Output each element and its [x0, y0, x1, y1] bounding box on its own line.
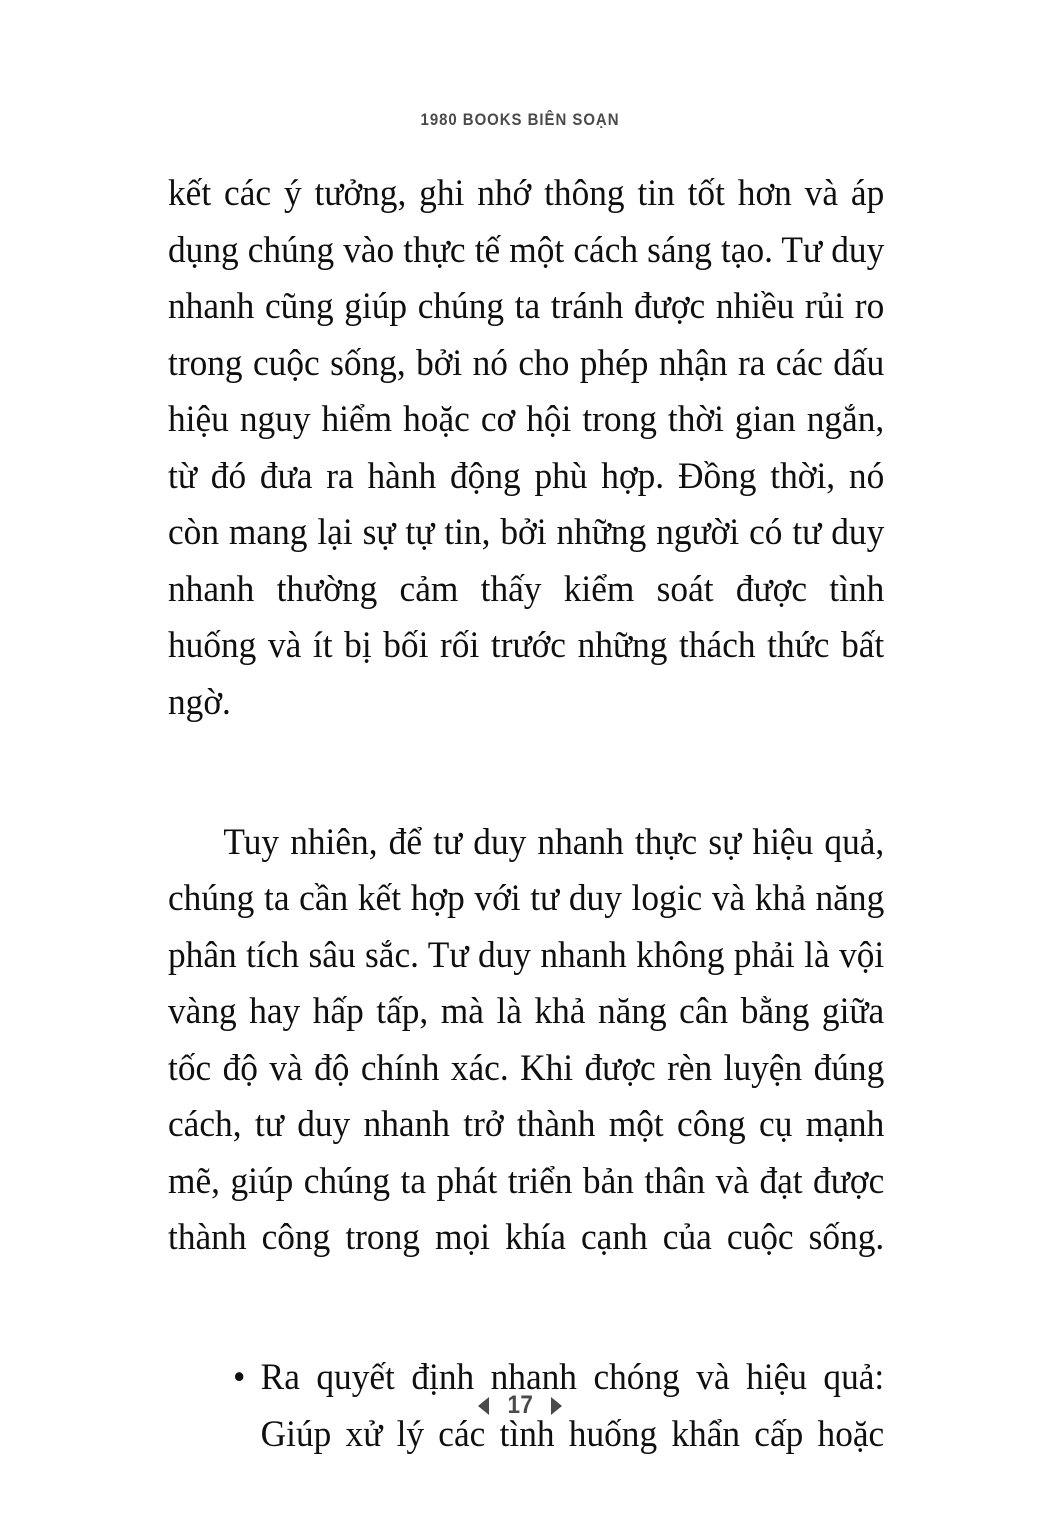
running-head: 1980 BOOKS BIÊN SOẠN — [420, 110, 620, 129]
left-triangle-icon[interactable] — [478, 1397, 489, 1415]
bullet-icon: • — [232, 1357, 246, 1398]
bullet-list — [168, 1350, 885, 1520]
page-number: 17 — [507, 1391, 533, 1419]
right-triangle-icon[interactable] — [551, 1397, 562, 1415]
body-paragraph: kết các ý tưởng, ghi nhớ thông tin tốt hơn và áp dụng chúng vào thực tế một cách sáng tạo. Tư duy nhanh cũng giúp chúng ta tránh được nhiều rủi ro trong cuộc sống, bởi nó cho phép nhận ra các dấu hiệu nguy hiểm hoặc cơ hội trong thời gian ngắn, từ đó đưa ra hành động phù hợp. Đồng thời, nó còn mang lại sự tự tin, bởi những người có tư duy nhanh thường cảm thấy kiểm soát được tình huống và ít bị bối rối trước những thách thức bất ngờ. — [168, 173, 885, 723]
body-paragraph: Tuy nhiên, để tư duy nhanh thực sự hiệu quả, chúng ta cần kết hợp với tư duy logic và khả năng phân tích sâu sắc. Tư duy nhanh không phải là vội vàng hay hấp tấp, mà là khả năng cân bằng giữa tốc độ và độ chính xác. Khi được rèn luyện đúng cách, tư duy nhanh trở thành một công cụ mạnh mẽ, giúp chúng ta phát triển bản thân và đạt được thành công trong mọi khía cạnh của cuộc sống. — [168, 821, 885, 1258]
text-column — [168, 166, 885, 1520]
list-item — [168, 1350, 884, 1520]
list-item-label: Ra quyết định nhanh chóng và hiệu quả: Giúp xử lý các tình huống khẩn cấp hoặc — [260, 1357, 885, 1455]
page-footer — [0, 1391, 1040, 1420]
